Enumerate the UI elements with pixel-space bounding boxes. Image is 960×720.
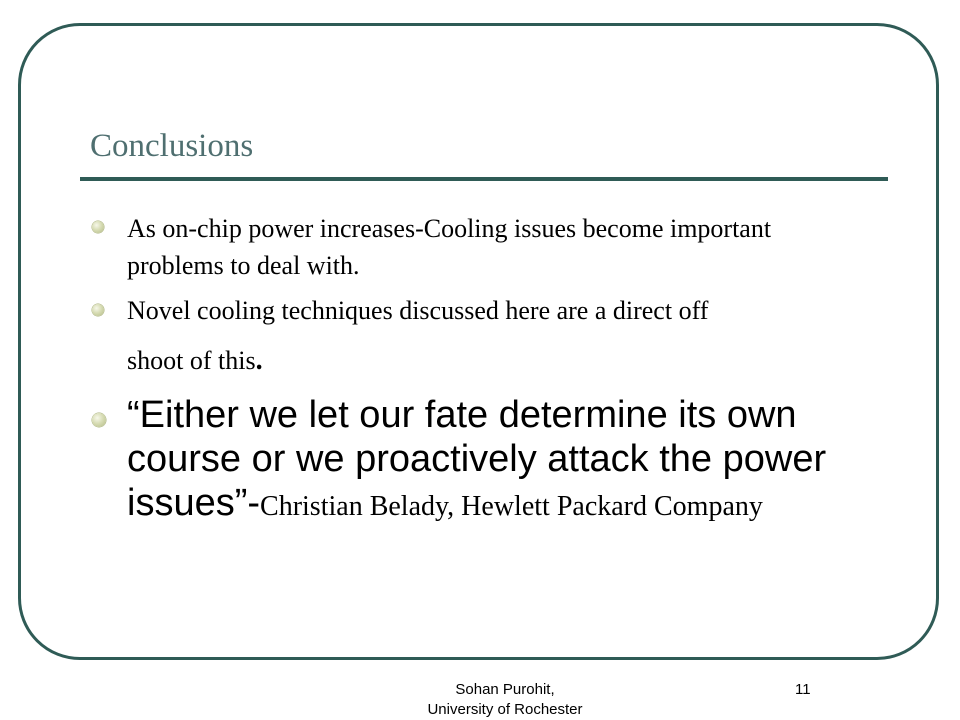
page-number: 11 <box>795 681 811 698</box>
bullet-1-text: As on-chip power increases-Cooling issues become important problems to deal with. <box>127 214 772 280</box>
bullet-dot-icon <box>92 304 104 316</box>
quote-attribution: Christian Belady, Hewlett Packard Company <box>260 491 763 522</box>
bullet-dot-icon <box>92 221 104 233</box>
bullet-2-line-1: Novel cooling techniques discussed here are a direct off <box>127 296 709 325</box>
footer-author <box>400 680 610 720</box>
quote-text: “Either we let our fate determine its own course or we proactively attack the power issues”- <box>127 394 827 524</box>
footer-author-name: Sohan Purohit, <box>455 681 555 698</box>
bullet-2-line-2-text: shoot of this <box>127 346 256 375</box>
bullet-3-text <box>127 393 897 529</box>
bullet-dot-icon <box>92 413 106 427</box>
footer-author-affiliation: University of Rochester <box>427 701 583 718</box>
bullet-2-period: . <box>255 345 263 376</box>
slide-title: Conclusions <box>90 128 254 164</box>
bullet-2-line-2 <box>127 342 887 379</box>
